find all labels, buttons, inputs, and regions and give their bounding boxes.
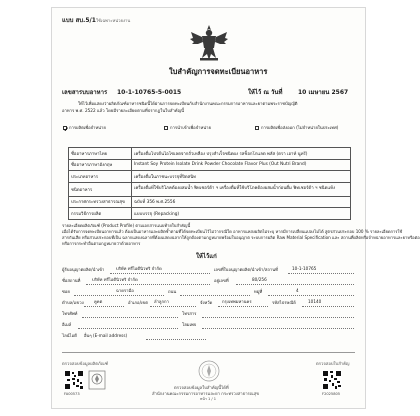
issue-date-value: 10 เมษายน 2567 (298, 89, 349, 96)
fax-label: โทรสาร (182, 311, 197, 316)
licensee-label: ผู้รับอนุญาตผลิต/นำเข้า (62, 267, 105, 272)
notes-line-4: หรือการกระทำอื่นตามกฎหมายว่าด้วยอาหาร (62, 241, 141, 246)
place-label: ชื่อสถานที่ (62, 278, 81, 283)
moo-label: หมู่ที่ (254, 289, 263, 294)
intro-line-1: ให้ไว้เพื่อแสดงว่าผลิตภัณฑ์อาหารชนิดนี้ได้ผ่านการจดทะเบียนกับสำนักงานคณะกรรมการอาหารและยาตามพระราชบัญญัติ (78, 101, 298, 106)
certificate-page (52, 8, 420, 408)
site-reg-value: 10-1-10765 (292, 266, 317, 271)
row-value: เครื่องดื่มโปรตีนไอโซเลตจากถั่วเหลือง ปรุงสำเร็จชนิดผง รสช็อกโกแลต พลัส (ตรา เอาท์ นูทรี) (132, 148, 351, 160)
phone-label: โทรศัพท์ (62, 311, 78, 316)
notes-block (62, 223, 420, 247)
row-value: เครื่องดื่มที่ใช้บริโภคต้องผสมน้ำ ฟิทเชอร์ต้า ฯ เครื่องดื่มที่ใช้บริโภคต้องผสมน้ำก่อนดื่ม ฟิทเชอร์ต้า ฯ ชนิดแห้ง (132, 182, 351, 196)
dotted-line (82, 317, 178, 318)
intro-line-2: อาหาร พ.ศ. 2522 แล้ว โดยมีรายละเอียดตามที่ปรากฏในใบสำคัญนี้ (62, 108, 185, 113)
row-label: ชื่ออาหารภาษาไทย (69, 148, 132, 160)
address-no-value: 80/256 (252, 277, 267, 282)
dotted-line (302, 306, 354, 307)
table-row (69, 148, 351, 160)
dotted-line (180, 295, 250, 296)
option-label-2: การนำเข้าเพื่อจำหน่าย (170, 125, 211, 130)
dotted-line (78, 328, 178, 329)
fda-logo-icon (88, 370, 106, 390)
dotted-line (202, 317, 354, 318)
notes-line-1: รายละเอียดผลิตภัณฑ์ (Product Profile) ตามเอกสารแนบท้ายใบสำคัญนี้ (62, 223, 191, 228)
district-label: อำเภอ/เขต (128, 300, 148, 305)
website-label: โฮมเพจ (182, 322, 197, 327)
line-id-label: ไลน์ไอดี (62, 333, 77, 338)
row-label: ประเภทอาหาร (69, 171, 132, 183)
row-value: เครื่องดื่มในภาชนะบรรจุที่ปิดสนิท (132, 171, 351, 183)
postal-label: รหัสไปรษณีย์ (272, 300, 296, 305)
district-value: ลำลูกกา (154, 299, 169, 304)
product-qr-code-icon (64, 370, 84, 390)
row-label: ประกาศกระทรวงสาธารณสุข (69, 196, 132, 208)
reg-no-value: 10-1-10765-5-0015 (117, 89, 182, 96)
row-label: ชื่ออาหารภาษาอังกฤษ (69, 159, 132, 171)
notes-line-3: สารกันเสีย หรือส่วนประกอบที่เป็น ฉลากแสดงฉลากที่ต้องแสดงฉลากให้ถูกต้องตามกฎหมายพร้อมใบอนุญาต ระบบการผลิต Raw Material Specification และ สถานที่ผลิตหรือจำหน่ายอาหารและยาหรือต่อ (62, 235, 420, 240)
site-reg-label: เลขที่ใบอนุญาตผลิต/นำเข้า/สถานที่ (214, 267, 278, 272)
dotted-line (236, 284, 354, 285)
import-for-sale-checkbox (164, 126, 168, 130)
road-label: ถนน (168, 289, 177, 294)
export-only-checkbox (255, 126, 259, 130)
footer-right-caption: ตรวจสอบใบสำคัญ (316, 361, 350, 366)
email-label: อีเมล์ (62, 322, 72, 327)
dotted-line (110, 273, 210, 274)
certificate-qr-code-icon (322, 370, 342, 390)
form-code: แบบ สบ.5/1 (62, 17, 96, 24)
footer-page-number: หน้า 1 / 1 (200, 397, 217, 401)
soi-value: ฉาดรามือ (116, 288, 134, 293)
address-no-label: อยู่เลขที่ (214, 278, 229, 283)
dotted-line (288, 273, 354, 274)
footer-left-code: FA00573 (64, 392, 80, 396)
dotted-line (84, 306, 124, 307)
production-for-sale-checkbox (63, 126, 67, 130)
dotted-line (202, 328, 354, 329)
table-row (69, 182, 351, 196)
option-label-1: การผลิตเพื่อจำหน่าย (69, 125, 106, 130)
holder-heading: ให้ไว้แก่ (196, 253, 217, 260)
row-value: Instant Soy Protein Isolate Drink Powder Chocolate Flavor Plus (Out Nutri Brand) (132, 159, 351, 171)
table-row (69, 171, 351, 183)
postal-value: 10140 (308, 299, 322, 304)
notes-line-2: เมื่อได้รับการจดทะเบียนอาหารแล้ว ต้องเป็นอาหารและผลิตซ้ำตามที่ได้จดทะเบียนไว้ไม่ว่ากรณีใด อาหารแหล่งผลิตไม่ระบุ หากมีการเปลี่ยนแปลงไม่ได้ สูตรส่วนประกอบ 100 % รายละเอียดการใช้ (62, 229, 403, 234)
table-row (69, 159, 351, 171)
footer-divider (62, 352, 355, 353)
form-code-note: ใช้เฉพาะหน่วยงาน (96, 18, 131, 23)
footer-center-line-1: ตรวจสอบข้อมูลใบสำคัญนี้ได้ที่ (174, 385, 229, 390)
row-label: ชนิดอาหาร (69, 182, 132, 196)
footer-left-caption: ตรวจสอบข้อมูลผลิตภัณฑ์ (62, 361, 109, 366)
garuda-emblem-icon (188, 22, 230, 64)
dotted-line (74, 295, 164, 296)
province-value: กรุงเทพมหานคร (222, 299, 252, 304)
footer-center-line-2: สำนักงานคณะกรรมการอาหารและยา กระทรวงสาธารณสุข (152, 391, 260, 396)
footer-right-code: F2025805 (322, 392, 341, 396)
place-value: บริษัท ทรีไอดีนิวทริ จำกัด (92, 277, 138, 282)
province-label: จังหวัด (200, 300, 213, 305)
subdistrict-value: คูคต (94, 299, 103, 304)
row-value: ฉบับที่ 356 พ.ศ.2556 (132, 196, 351, 208)
dotted-line (146, 339, 206, 340)
row-value: แบบบรรจุ (Repacking) (132, 208, 351, 220)
dotted-line (218, 306, 268, 307)
licensee-value: บริษัท ทรีไอดีนิวทริ จำกัด (116, 266, 162, 271)
dotted-line (86, 284, 210, 285)
reg-no-label: เลขสารบบอาหาร (62, 89, 108, 96)
certificate-heading: ใบสำคัญการจดทะเบียนอาหาร (169, 67, 268, 76)
subdistrict-label: ตำบล/แขวง (62, 300, 84, 305)
row-label: กรรมวิธีการผลิต (69, 208, 132, 220)
product-info-table (68, 147, 351, 220)
soi-label: ซอย (62, 289, 70, 294)
other-contact-label: อื่นๆ (E-mail address) (84, 333, 128, 338)
table-row (69, 208, 351, 220)
issue-date-label: ให้ไว้ ณ วันที่ (248, 89, 283, 96)
fda-seal-icon (198, 360, 220, 382)
moo-value: 4 (296, 288, 299, 293)
table-row (69, 196, 351, 208)
dotted-line (150, 306, 196, 307)
option-label-3: การผลิตเพื่อส่งออก (ไม่จำหน่ายในประเทศ) (261, 125, 339, 130)
dotted-line (268, 295, 354, 296)
